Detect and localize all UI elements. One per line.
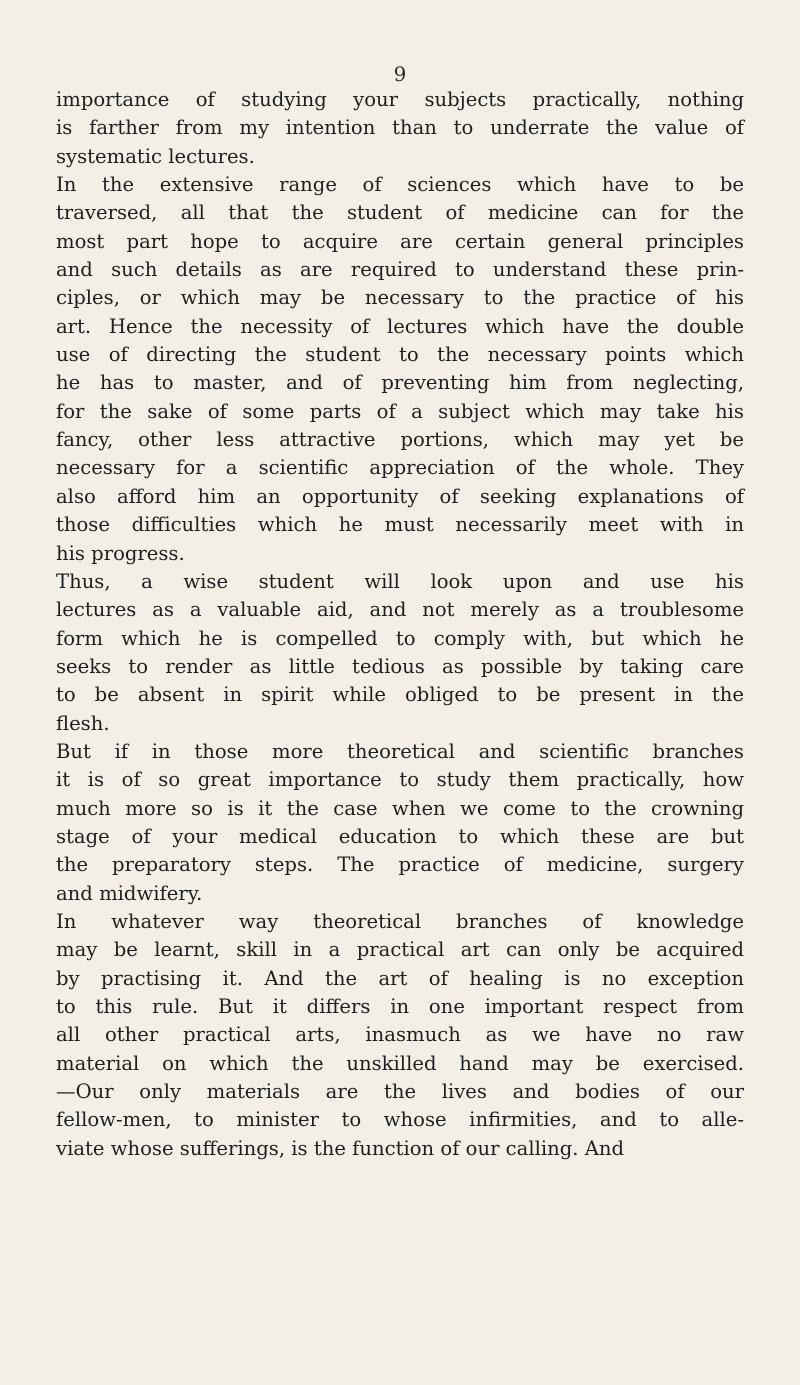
paragraph [56,86,744,171]
text-line: by practising it. And the art of healing is no exception [56,966,744,990]
paragraph [56,568,744,738]
text-line: may be learnt, skill in a practical art can only be acquired [56,938,744,962]
text-line: it is of so great importance to study them practically, how [56,768,744,792]
paragraph [56,171,744,568]
text-line: much more so is it the case when we come to the crowning [56,796,744,820]
text-line: form which he is compelled to comply with, but which he [56,626,744,650]
text-line: traversed, all that the student of medicine can for the [56,201,744,225]
text-line: fancy, other less attractive portions, which may yet be [56,428,744,452]
text-line: systematic lectures. [56,144,255,168]
text-line: to this rule. But it differs in one important respect from [56,995,744,1018]
text-line: his progress. [56,541,185,565]
text-line: also afford him an opportunity of seeking explanations of [56,484,744,508]
text-line: In the extensive range of sciences which have to be [56,173,744,197]
body-text [56,86,744,1163]
text-line: all other practical arts, inasmuch as we have no raw [56,1023,744,1047]
text-line: In whatever way theoretical branches of knowledge [56,909,744,933]
text-line: most part hope to acquire are certain general principles [56,229,744,253]
text-line: material on which the unskilled hand may be exercised. [56,1051,744,1075]
page-number: 9 [393,62,407,86]
text-line: ciples, or which may be necessary to the practice of his [56,286,744,310]
text-line: and midwifery. [56,881,203,905]
text-line: and such details as are required to understand these prin- [56,258,744,282]
text-line: Thus, a wise student will look upon and use his [56,569,744,593]
text-line: to be absent in spirit while obliged to be present in the [56,683,744,707]
text-line: fellow-men, to minister to whose infirmities, and to alle- [56,1108,744,1132]
text-line: But if in those more theoretical and scientific branches [56,739,744,763]
text-line: necessary for a scientific appreciation of the whole. They [56,456,744,480]
text-line: viate whose sufferings, is the function of our calling. And [56,1136,625,1160]
text-line: —Our only materials are the lives and bodies of our [56,1080,744,1104]
text-line: the preparatory steps. The practice of medicine, surgery [56,853,744,877]
text-line: for the sake of some parts of a subject which may take his [56,399,744,423]
text-line: lectures as a valuable aid, and not merely as a troublesome [56,598,744,622]
text-line: seeks to render as little tedious as possible by taking care [56,654,744,678]
text-line: use of directing the student to the necessary points which [56,343,744,367]
text-line: stage of your medical education to which these are but [56,824,744,848]
text-line: those difficulties which he must necessarily meet with in [56,513,744,537]
text-line: is farther from my intention than to underrate the value of [56,116,744,140]
text-line: importance of studying your subjects practically, nothing [56,88,744,111]
text-line: art. Hence the necessity of lectures which have the double [56,314,744,338]
text-line: he has to master, and of preventing him from neglecting, [56,371,744,395]
text-line: flesh. [56,711,110,735]
paragraph [56,738,744,908]
paragraph [56,908,744,1163]
